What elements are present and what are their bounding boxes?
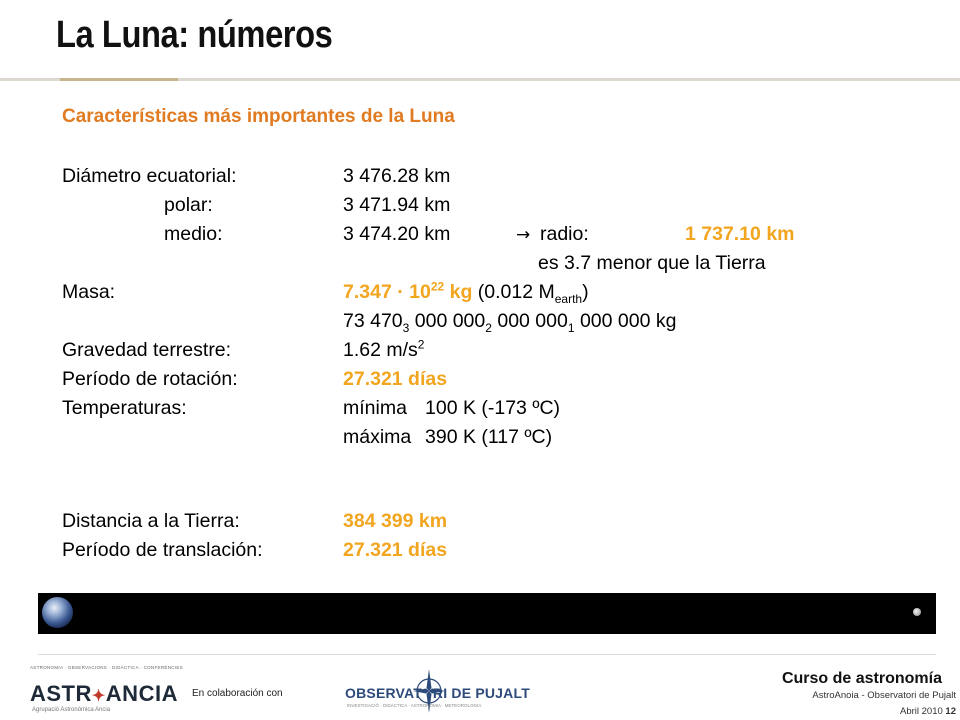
gravity-value: 1.62 $m/s^2$ [343,337,425,361]
observatori-pujalt-subtitle: INVESTIGACIÓ · DIDÀCTICA · ASTRONOMIA · METEOROLOGIA [347,703,482,708]
astroanoia-logo [30,665,183,715]
mass-value: $7.347 \cdot 10^{22}$ kg (0.012 $M_{earth}$) [343,279,589,306]
distance-label: Distancia a la Tierra: [62,510,240,532]
astroanoia-name: ASTR✦ANCIA [30,681,178,706]
course-subtitle: AstroAnoia - Observatori de Pujalt [812,690,956,701]
astroanoia-subtitle: Agrupació Astronòmica Ancia [32,707,111,713]
temp-max-label: máxima [343,426,412,448]
translation-label: Período de translación: [62,539,263,561]
moon-image [913,608,921,616]
distance-value: 384 399 km [343,510,448,532]
observatori-pujalt-logo [345,665,535,715]
title-accent-bar [60,78,178,81]
astroanoia-tagline: ASTRONOMIA · OBSERVACIONS · DIDÀCTICA · CONFERÈNCIES [30,665,183,670]
star-icon: ✦ [91,688,106,705]
temp-min-label: mínima [343,397,407,419]
translation-value: 27.321 días [343,539,448,561]
mean-label: medio: [164,223,223,245]
radius-value: 1 737.10 km [685,223,795,245]
temp-min-value: 100 K (-173 ºC) [425,397,561,419]
slide-date-page [900,706,956,717]
collaboration-text: En colaboración con [192,688,283,699]
earth-moon-distance-strip [38,593,936,634]
temp-max-value: 390 K (117 ºC) [425,426,553,448]
mass-label: Masa: [62,281,116,303]
mean-value: 3 474.20 km [343,223,451,245]
arrow-right-icon: → [516,225,531,245]
footer-divider [38,654,936,655]
earth-image [42,597,73,628]
page-title: La Luna: números [56,14,333,56]
polar-label: polar: [164,194,213,216]
radius-note: es 3.7 menor que la Tierra [538,252,766,274]
temperature-label: Temperaturas: [62,397,187,419]
gravity-label: Gravedad terrestre: [62,339,232,361]
observatori-pujalt-name: OBSERVAT RI DE PUJALT [345,685,530,701]
diameter-label: Diámetro ecuatorial: [62,165,237,187]
section-heading: Características más importantes de la Luna [62,106,455,127]
slide-date: Abril 2010 [900,706,943,717]
page-number: 12 [945,706,956,717]
course-title: Curso de astronomía [781,670,942,687]
rotation-label: Período de rotación: [62,368,238,390]
diameter-value: 3 476.28 km [343,165,451,187]
mass-long-value: 73 $470_3$ 000 $000_2$ 000 $000_1$ 000 000 kg [343,310,677,335]
rotation-value: 27.321 días [343,368,448,390]
polar-value: 3 471.94 km [343,194,451,216]
radius-label: radio: [540,223,589,245]
